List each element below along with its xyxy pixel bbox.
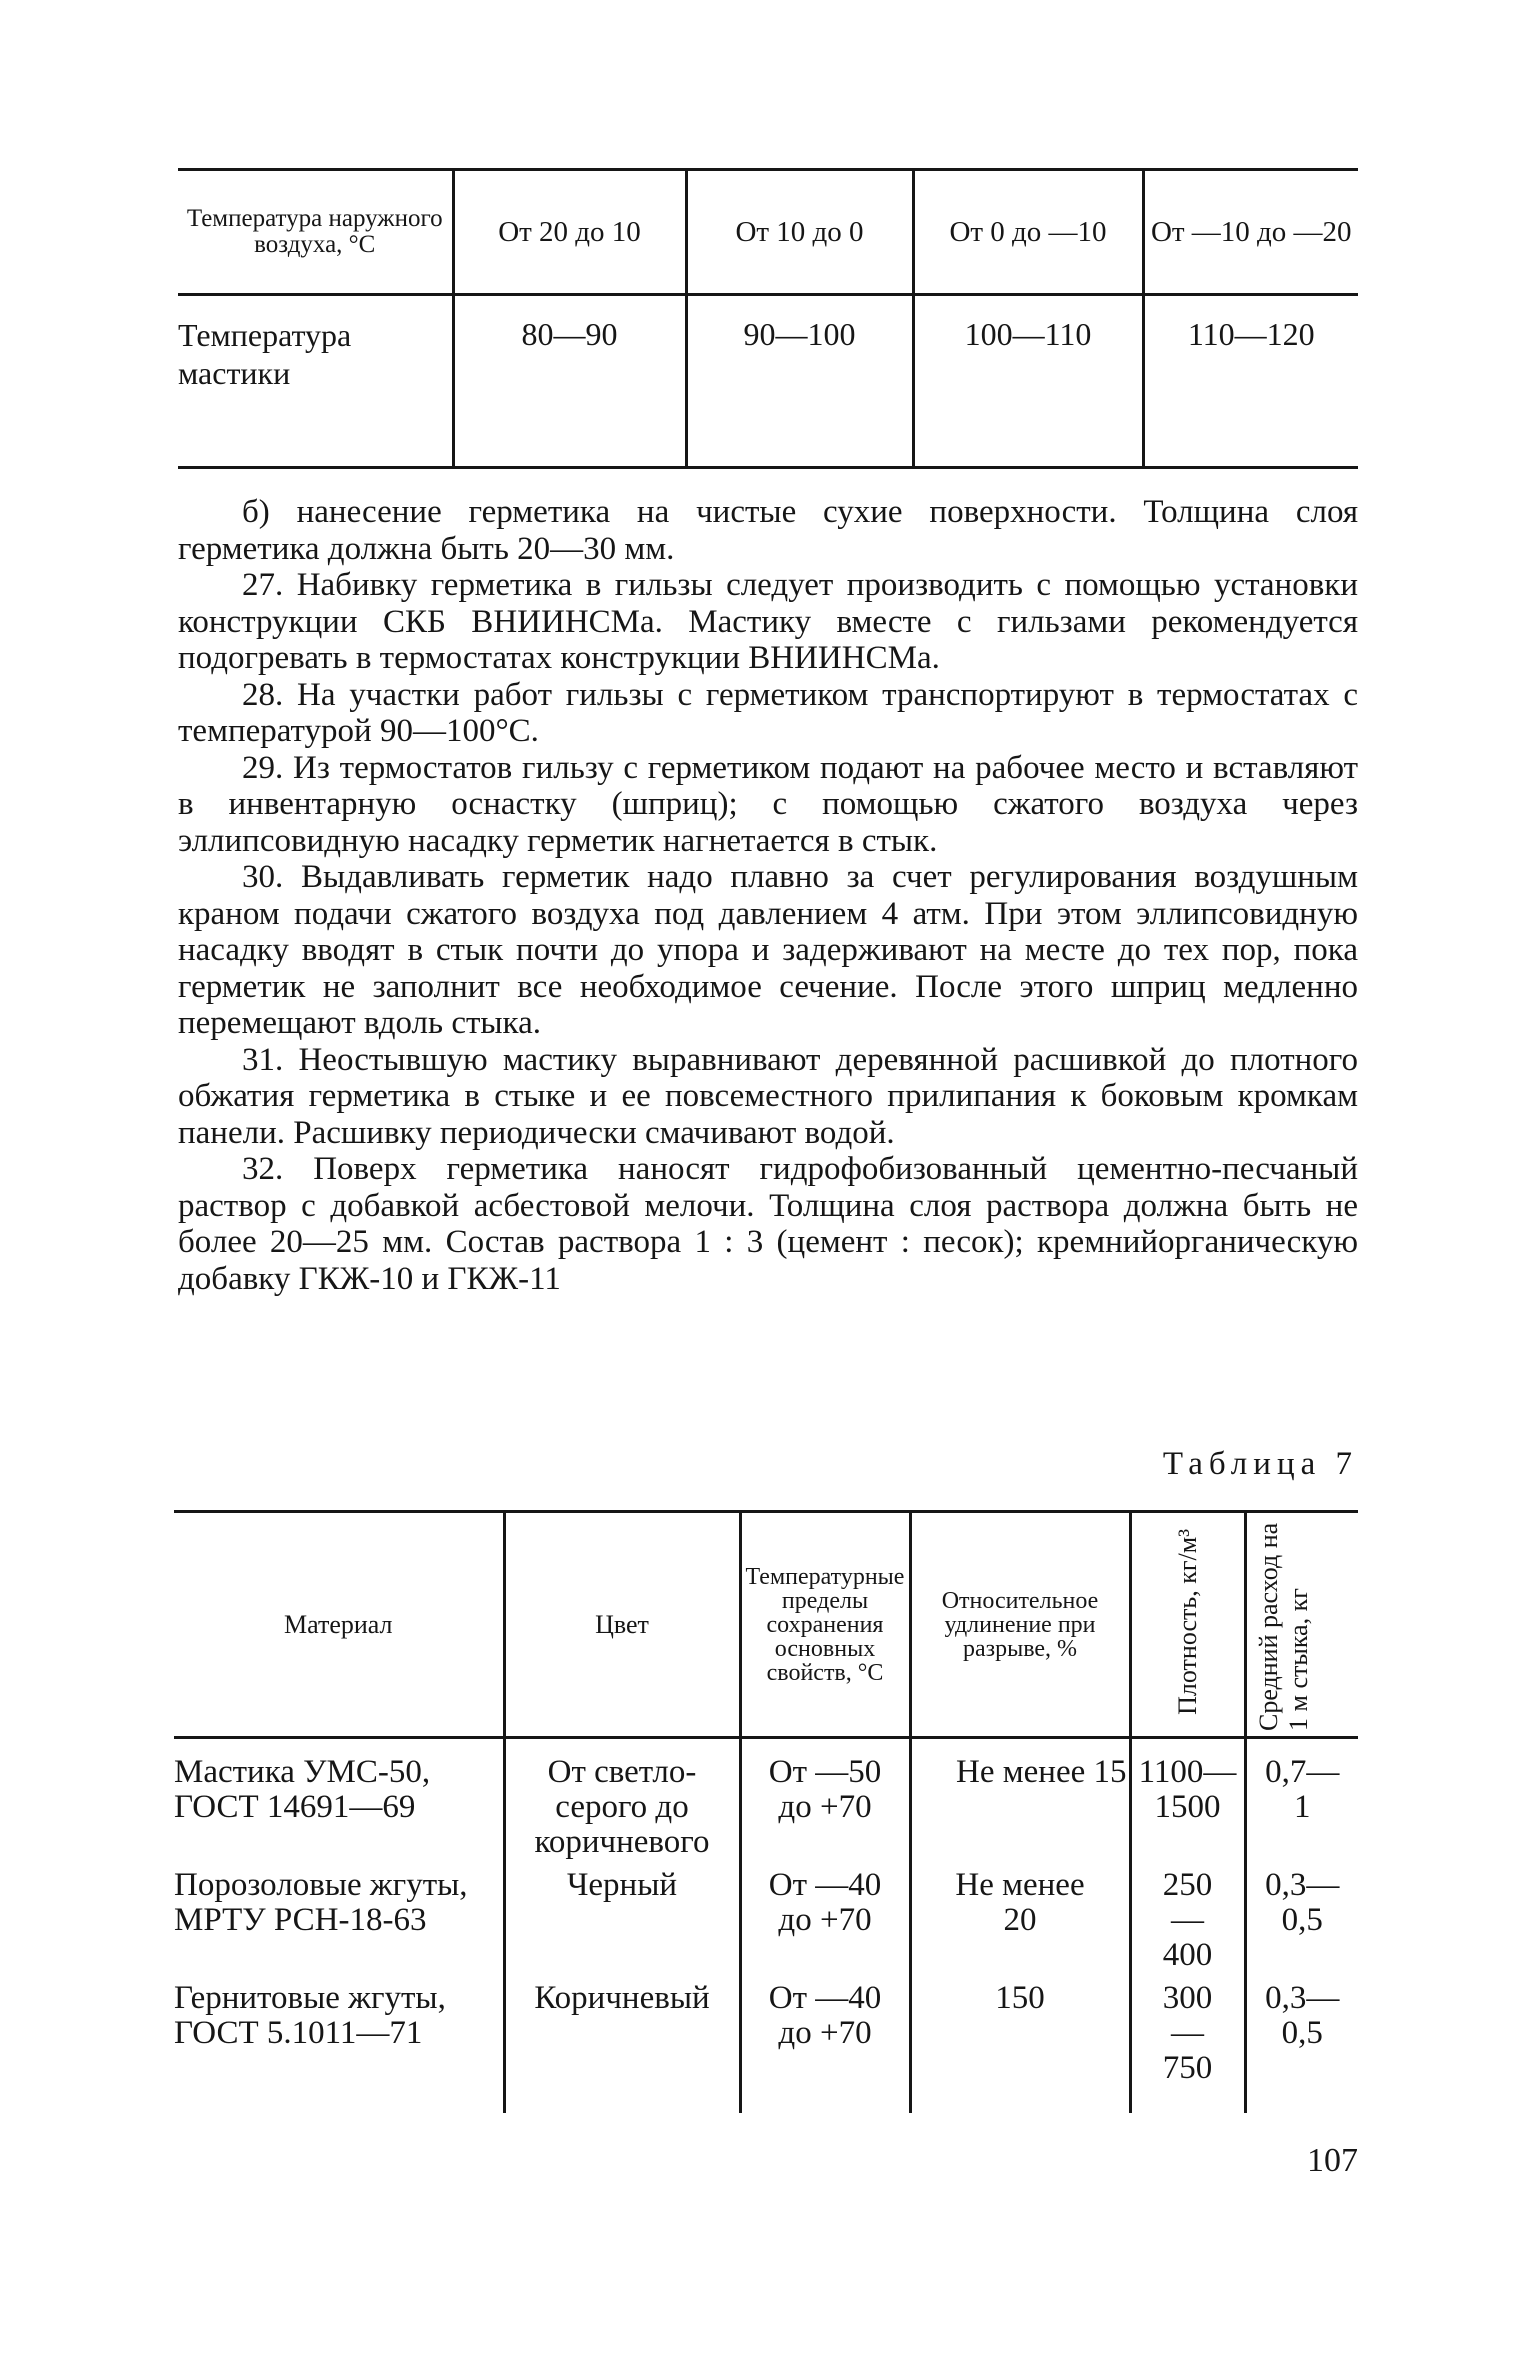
temperature-table	[178, 168, 1358, 469]
paragraph-28: 28. На участки работ гильзы с герметиком транспортируют в термостатах с температурой 90—100°С.	[178, 676, 1358, 749]
body-text	[178, 494, 1358, 1297]
header-temperature-limits: Температурные пределы сохранения основных свойств, °С	[740, 1512, 910, 1738]
mastic-temp-4: 110—120	[1143, 295, 1358, 468]
header-range-3: От 0 до —10	[913, 170, 1143, 295]
mastic-temp-2: 90—100	[686, 295, 913, 468]
material-name: Мастика УМС-50, ГОСТ 14691—69	[174, 1754, 431, 1825]
header-consumption-cell	[1245, 1512, 1358, 1738]
header-elongation: Относительное удлинение при разрыве, %	[910, 1512, 1130, 1738]
material-density: 1100—1500	[1130, 1738, 1245, 1869]
material-name: Гернитовые жгуты, ГОСТ 5.1011—71	[174, 1980, 446, 2051]
header-range-1: От 20 до 10	[453, 170, 686, 295]
material-temperature: От —40 до +70	[740, 1868, 910, 1981]
material-name: Порозоловые жгуты, МРТУ РСН-18-63	[174, 1867, 468, 1938]
material-elongation: 150	[910, 1981, 1130, 2113]
material-consumption: 0,7—1	[1245, 1738, 1358, 1869]
mastic-temp-3: 100—110	[913, 295, 1143, 468]
mastic-temp-1: 80—90	[453, 295, 686, 468]
header-range-2: От 10 до 0	[686, 170, 913, 295]
paragraph-b: б) нанесение герметика на чистые сухие поверхности. Толщина слоя герметика должна быть 20—30 мм.	[178, 494, 1358, 567]
paragraph-32: 32. Поверх герметика наносят гидрофобизованный цементно-песчаный раствор с добавкой асбестовой мелочи. Толщина слоя раствора должна быть не более 20—25 мм. Состав раствора 1 : 3 (цемент : песок); кремнийорганическую добавку ГКЖ-10 и ГКЖ-11	[178, 1151, 1358, 1297]
materials-table-header	[174, 1512, 1358, 1738]
material-consumption: 0,3—0,5	[1245, 1868, 1358, 1981]
material-temperature: От —50 до +70	[740, 1738, 910, 1869]
temperature-table-row	[178, 295, 1358, 468]
header-consumption: Средний расход на 1 м стыка, кг	[1254, 1522, 1314, 1731]
material-color: От светло-серого до коричневого	[504, 1738, 740, 1869]
table-caption: Таблица 7	[1162, 1446, 1358, 1482]
table-row	[174, 1981, 1358, 2113]
table-row	[174, 1738, 1358, 1869]
paragraph-27: 27. Набивку герметика в гильзы следует производить с помощью установки конструкции СКБ ВНИИНСМа. Мастику вместе с гильзами рекомендуется подогревать в термостатах конструкции ВНИИНСМа.	[178, 567, 1358, 676]
paragraph-30: 30. Выдавливать герметик надо плавно за счет регулирования воздушным краном подачи сжатого воздуха под давлением 4 атм. При этом эллипсовидную насадку вводят в стык почти до упора и задерживают на месте до тех пор, пока герметик не заполнит все необходимое сечение. После этого шприц медленно перемещают вдоль стыка.	[178, 859, 1358, 1041]
material-density: 300—750	[1130, 1981, 1245, 2113]
material-elongation: Не менее 20	[910, 1868, 1130, 1981]
material-color: Черный	[504, 1868, 740, 1981]
row-label-mastic-temperature: Температура мастики	[178, 295, 453, 468]
material-elongation: Не менее 15	[910, 1738, 1130, 1869]
material-temperature: От —40 до +70	[740, 1981, 910, 2113]
header-density-cell	[1130, 1512, 1245, 1738]
material-color: Коричневый	[504, 1981, 740, 2113]
header-range-4: От —10 до —20	[1143, 170, 1358, 295]
header-density: Плотность, кг/м³	[1172, 1529, 1202, 1715]
temperature-table-header	[178, 170, 1358, 295]
header-material: Материал	[174, 1512, 504, 1738]
header-color: Цвет	[504, 1512, 740, 1738]
header-outdoor-temperature: Температура наружного воздуха, °С	[178, 170, 453, 295]
material-consumption: 0,3—0,5	[1245, 1981, 1358, 2113]
paragraph-29: 29. Из термостатов гильзу с герметиком подают на рабочее место и вставляют в инвентарную оснастку (шприц); с помощью сжатого воздуха через эллипсовидную насадку герметик нагнетается в стык.	[178, 749, 1358, 859]
materials-table	[174, 1510, 1358, 2113]
table-row	[174, 1868, 1358, 1981]
paragraph-31: 31. Неостывшую мастику выравнивают деревянной расшивкой до плотного обжатия герметика в стыке и ее повсеместного прилипания к боковым кромкам панели. Расшивку периодически смачивают водой.	[178, 1041, 1358, 1151]
page-number: 107	[1307, 2142, 1358, 2179]
material-density: 250—400	[1130, 1868, 1245, 1981]
